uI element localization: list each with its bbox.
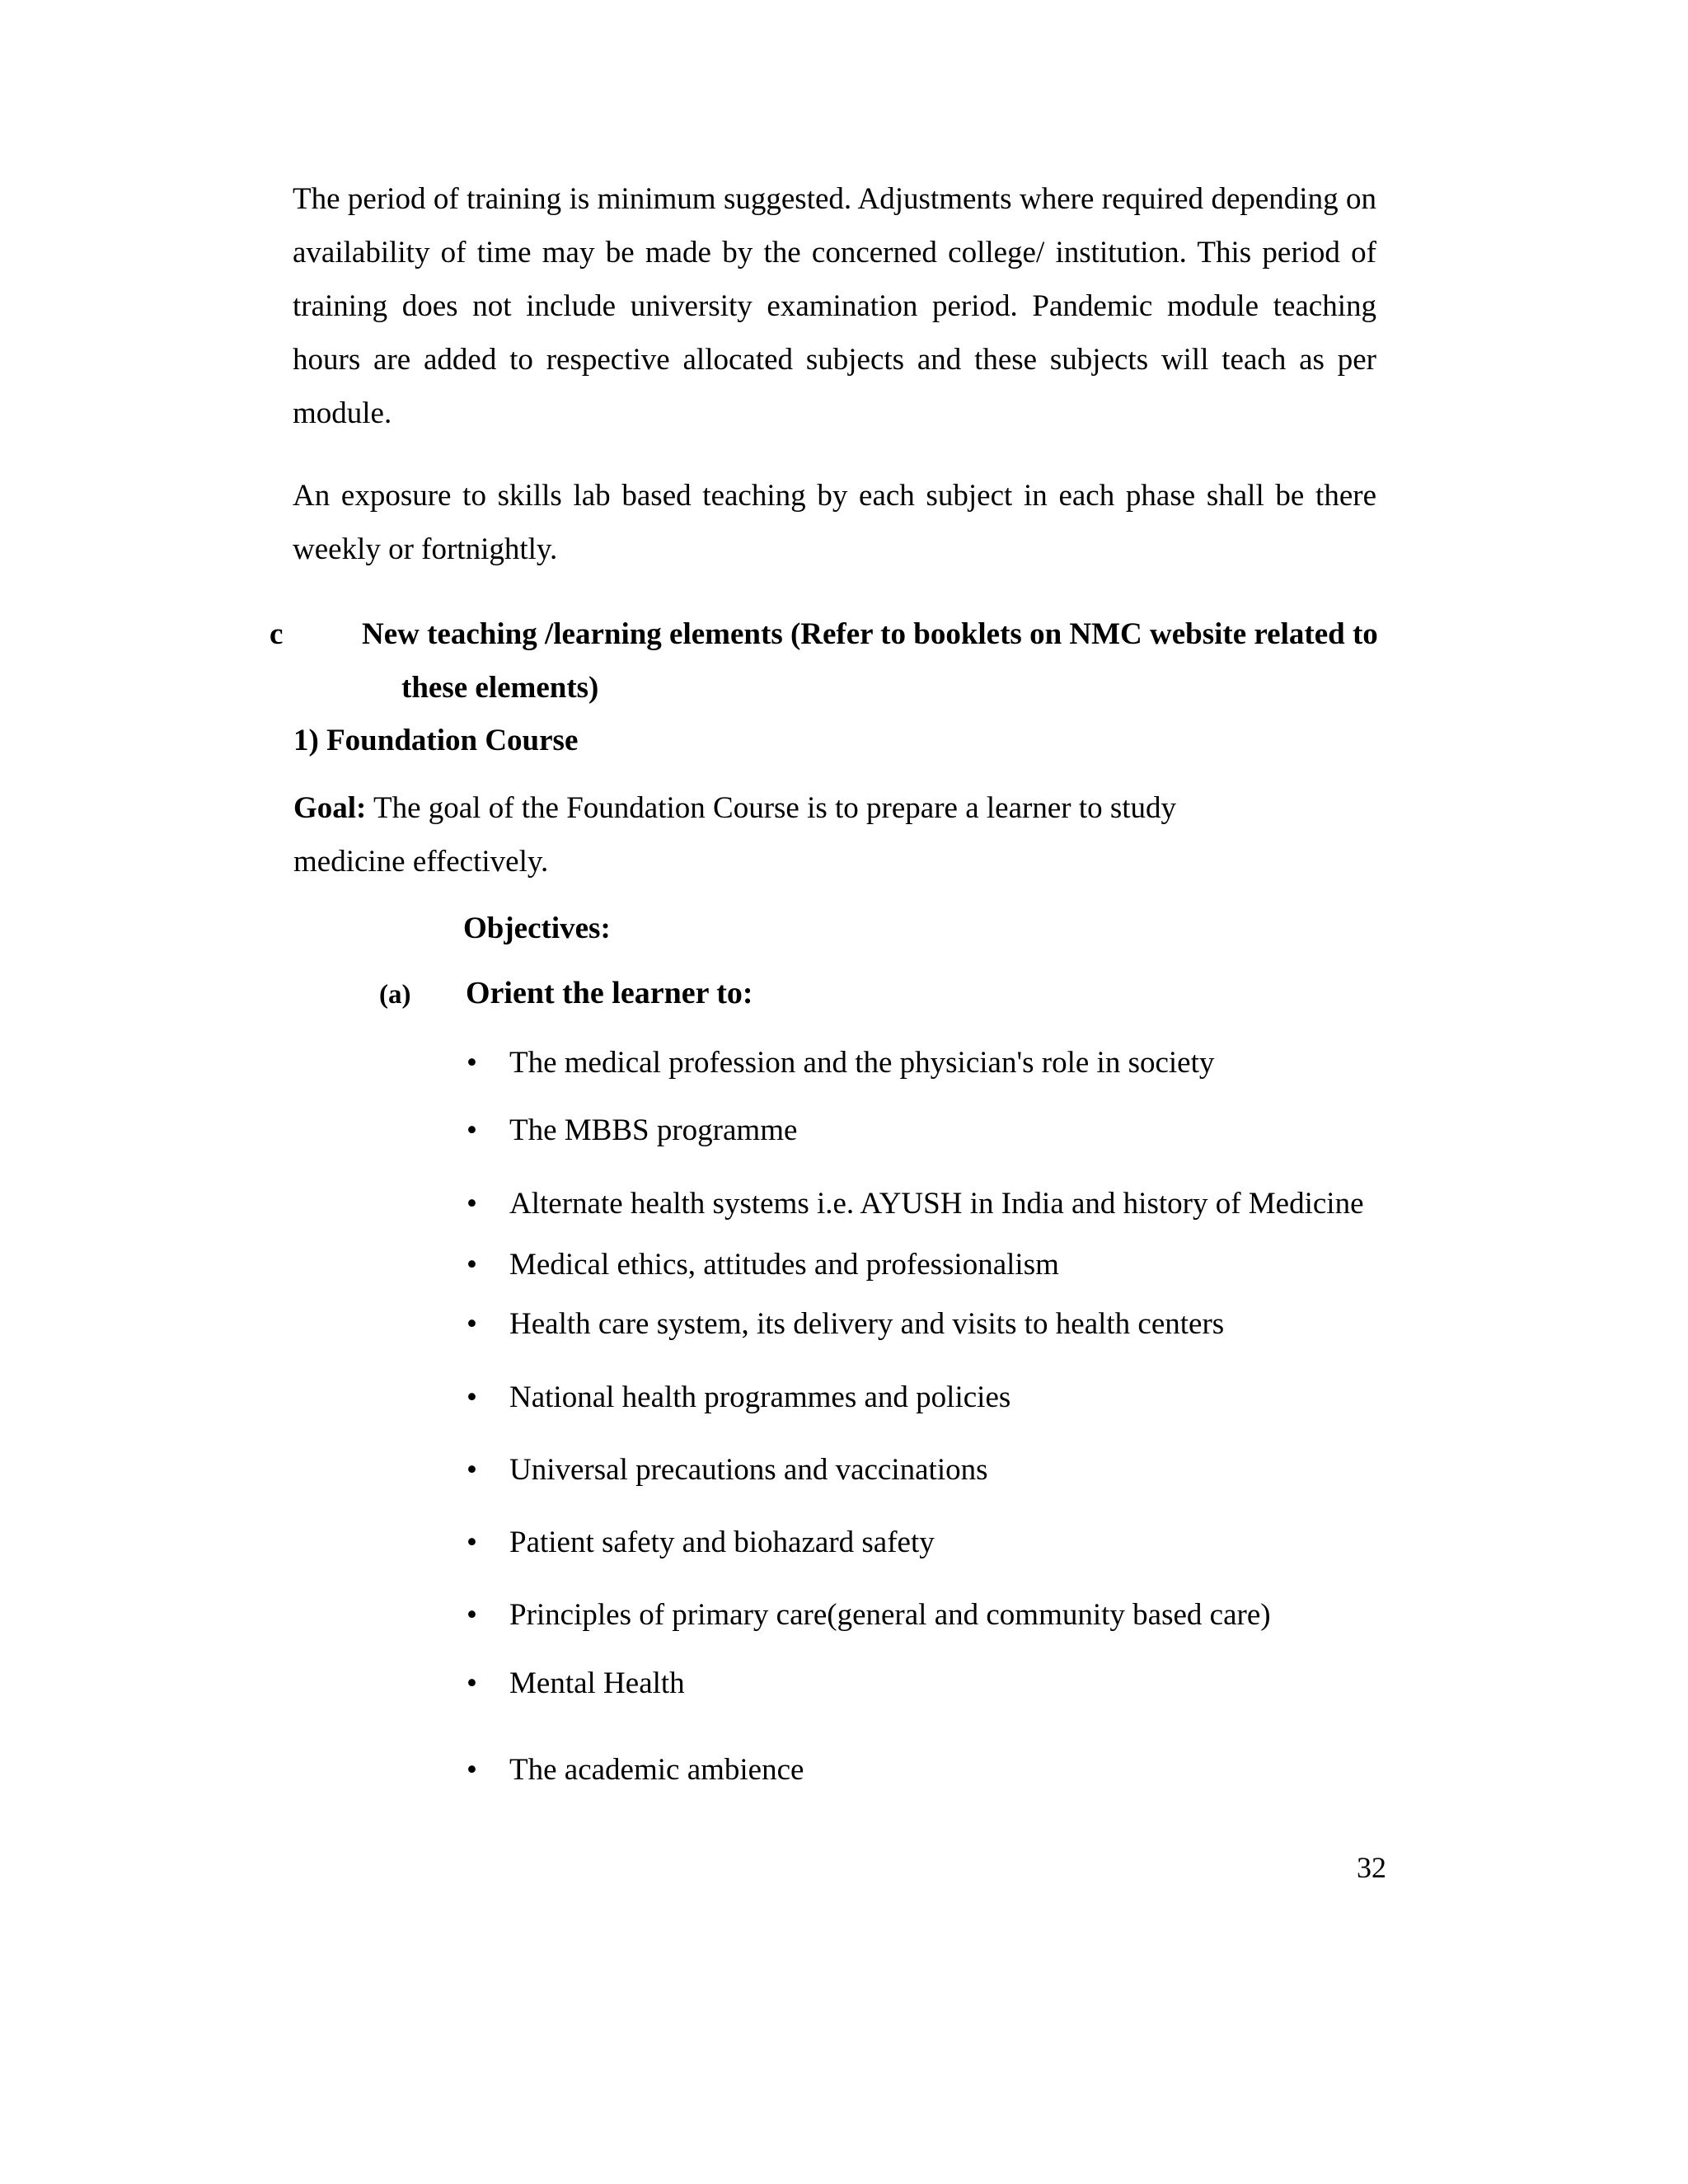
section-letter: c — [270, 617, 284, 651]
objectives-heading: Objectives: — [463, 912, 611, 945]
bullet-icon: • — [467, 1248, 477, 1282]
goal-text-line1: The goal of the Foundation Course is to prepare a learner to study — [366, 791, 1177, 825]
list-item-text: Alternate health systems i.e. AYUSH in India and history of Medicine — [509, 1187, 1364, 1221]
goal-label: Goal: — [293, 791, 367, 825]
bullet-icon: • — [467, 1453, 477, 1487]
goal-paragraph — [293, 781, 1282, 888]
foundation-course-title: 1) Foundation Course — [293, 724, 579, 757]
bullet-icon: • — [467, 1666, 477, 1700]
bullet-icon: • — [467, 1598, 477, 1632]
list-item-text: The medical profession and the physician's role in society — [509, 1046, 1215, 1080]
page-number: 32 — [1357, 1851, 1386, 1884]
list-item-text: National health programmes and policies — [509, 1380, 1011, 1414]
list-item-text: Medical ethics, attitudes and professionalism — [509, 1248, 1059, 1282]
bullet-icon: • — [467, 1526, 477, 1559]
list-item-text: The academic ambience — [509, 1753, 804, 1787]
bullet-icon: • — [467, 1307, 477, 1341]
section-heading-line2: these elements) — [401, 671, 599, 705]
list-item-text: Principles of primary care(general and community based care) — [509, 1598, 1271, 1632]
paragraph-skills-lab: An exposure to skills lab based teaching by each subject in each phase shall be there weekly or fortnightly. — [293, 479, 1376, 566]
bullet-icon: • — [467, 1187, 477, 1221]
goal-text-line2: medicine effectively. — [293, 845, 549, 879]
paragraph-training-period: The period of training is minimum suggested. Adjustments where required depending on availability of time may be made by the concerned college/ institution. This period of training does not include university examination period. Pandemic module teaching hours are added to respective allocated subjects and these subjects will teach as per module. — [293, 182, 1376, 430]
bullet-icon: • — [467, 1046, 477, 1080]
list-item-text: The MBBS programme — [509, 1113, 798, 1147]
sub-item-marker: (a) — [379, 980, 411, 1010]
section-heading-line1: New teaching /learning elements (Refer to booklets on NMC website related to — [362, 617, 1378, 651]
bullet-icon: • — [467, 1113, 477, 1147]
bullet-icon: • — [467, 1753, 477, 1787]
list-item-text: Patient safety and biohazard safety — [509, 1526, 935, 1559]
sub-item-title: Orient the learner to: — [466, 976, 753, 1010]
list-item-text: Health care system, its delivery and visits to health centers — [509, 1307, 1225, 1341]
list-item-text: Mental Health — [509, 1666, 685, 1700]
section-heading — [362, 607, 1392, 715]
bullet-icon: • — [467, 1380, 477, 1414]
list-item-text: Universal precautions and vaccinations — [509, 1453, 988, 1487]
